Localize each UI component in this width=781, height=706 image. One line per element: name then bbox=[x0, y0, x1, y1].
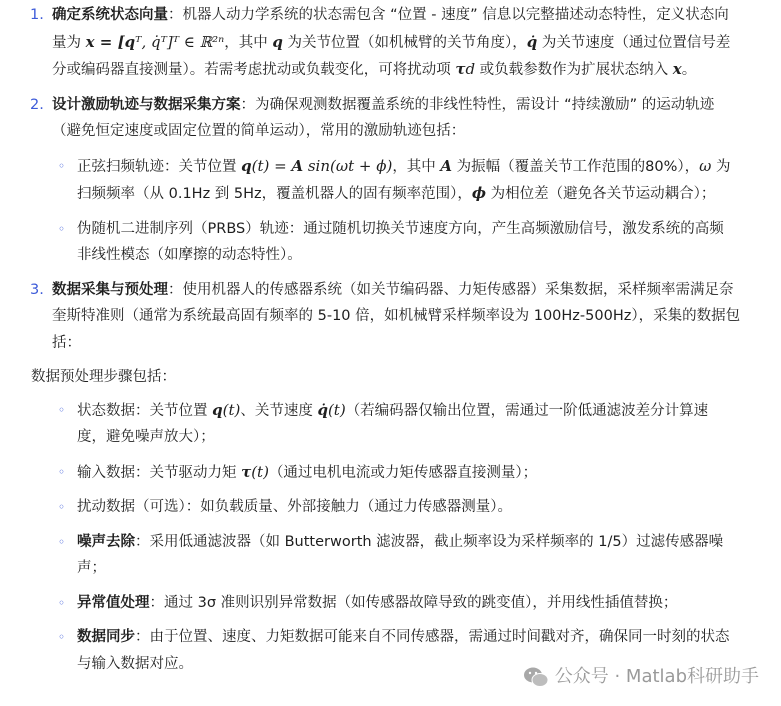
numbered-item bbox=[0, 92, 742, 145]
list-item bbox=[0, 529, 737, 582]
text-run: ：由于位置、速度、力矩数据可能来自不同传感器，需通过时间戳对齐，确保同一时刻的状态与输入数据对应。 bbox=[77, 629, 730, 672]
math-expr: x = [q bbox=[85, 32, 136, 51]
bullet-icon: ◦ bbox=[58, 158, 66, 173]
bold-term: 噪声去除 bbox=[77, 533, 135, 550]
math-expr: ω bbox=[699, 156, 712, 175]
text-run: ，其中 bbox=[224, 34, 273, 51]
text-run: 为振幅（覆盖关节工作范围的80%）， bbox=[452, 158, 700, 175]
math-expr: (t) = bbox=[251, 156, 292, 175]
text-run: 为关节速度（通过位置信号差分或编码器直接测量）。若需考虑扰动或负载变化，可将扰动项 bbox=[52, 34, 731, 78]
preprocessing-heading: 数据预处理步骤包括： bbox=[31, 369, 176, 385]
bold-term: 确定系统状态向量 bbox=[52, 7, 168, 23]
list-item bbox=[0, 153, 737, 208]
math-expr: sin(ωt + ϕ) bbox=[303, 156, 393, 175]
watermark bbox=[523, 664, 759, 691]
math-expr: q bbox=[212, 400, 223, 419]
text-run: ：使用机器人的传感器系统（如关节编码器、力矩传感器）采集数据，采样频率需满足奈奎斯特准则（通常为系统最高固有频率的 5-10 倍，如机械臂采样频率设为 100Hz-500Hz），采集的数据包括： bbox=[52, 281, 741, 351]
text-run: 为扫频频率（从 0.1Hz 到 5Hz，覆盖机器人的固有频率范围）， bbox=[77, 158, 731, 202]
math-expr: x bbox=[672, 60, 682, 78]
math-expr: q bbox=[272, 32, 283, 51]
bullet-icon: ◦ bbox=[58, 500, 66, 514]
math-expr: q bbox=[241, 156, 252, 175]
math-expr: q̇ bbox=[526, 32, 538, 51]
bold-term: 设计激励轨迹与数据采集方案 bbox=[52, 96, 241, 113]
text-run: 为关节位置（如机械臂的关节角度）， bbox=[282, 34, 527, 51]
text-run: 或负载参数作为扩展状态纳入 bbox=[475, 62, 673, 78]
item-number: 3. bbox=[30, 281, 44, 298]
sub-list bbox=[0, 153, 781, 269]
text-run: 。 bbox=[681, 62, 697, 78]
math-expr: q̇ bbox=[317, 400, 328, 419]
math-expr: (t) bbox=[327, 400, 346, 419]
watermark-text: 公众号 · Matlab科研助手 bbox=[554, 665, 759, 687]
list-item bbox=[0, 494, 737, 521]
bold-term: 数据同步 bbox=[77, 629, 135, 645]
bullet-icon: ◦ bbox=[58, 534, 66, 549]
item-number: 2. bbox=[30, 96, 44, 113]
list-item bbox=[0, 397, 737, 451]
list-item bbox=[0, 216, 737, 269]
document bbox=[0, 2, 781, 685]
item-number: 1. bbox=[30, 7, 44, 23]
text-run: 扰动数据（可选）：如负载质量、外部接触力（通过力传感器测量）。 bbox=[77, 499, 512, 515]
text-run: 状态数据：关节位置 bbox=[77, 402, 213, 419]
bullet-icon: ◦ bbox=[58, 595, 66, 610]
math-expr: d bbox=[465, 60, 476, 78]
math-expr: ᵀ, q̇ᵀ]ᵀ ∈ ℝ²ⁿ bbox=[135, 32, 225, 51]
bullet-icon: ◦ bbox=[58, 630, 66, 644]
text-run: ：采用低通滤波器（如 Butterworth 滤波器，截止频率设为采样频率的 1/5）过滤传感器噪声； bbox=[77, 533, 724, 576]
math-expr: τ bbox=[455, 60, 466, 78]
math-expr: A bbox=[440, 156, 453, 175]
wechat-icon bbox=[523, 666, 549, 688]
math-expr: ϕ bbox=[471, 184, 487, 202]
math-expr: (t) bbox=[251, 462, 269, 481]
list-item bbox=[0, 590, 737, 617]
text-run: （通过电机电流或力矩传感器直接测量）； bbox=[268, 464, 538, 481]
math-expr: τ bbox=[241, 462, 252, 481]
text-run: ，其中 bbox=[392, 158, 441, 175]
bullet-icon: ◦ bbox=[58, 402, 66, 417]
text-run: （若编码器仅输出位置，需通过一阶低通滤波差分计算速度，避免噪声放大）； bbox=[77, 402, 709, 445]
math-expr: (t) bbox=[222, 400, 241, 419]
bullet-icon: ◦ bbox=[58, 221, 66, 236]
bullet-icon: ◦ bbox=[58, 464, 66, 479]
bold-term: 数据采集与预处理 bbox=[52, 281, 168, 298]
text-run: ：机器人动力学系统的状态需包含 “位置 - 速度” 信息以完整描述动态特性，定义状态向量为 bbox=[52, 7, 729, 51]
text-run: ：通过 3σ 准则识别异常数据（如传感器故障导致的跳变值），并用线性插值替换； bbox=[149, 594, 678, 611]
math-expr: A bbox=[291, 156, 304, 175]
text-run: 输入数据：关节驱动力矩 bbox=[77, 464, 242, 481]
text-run: 为相位差（避免各关节运动耦合）； bbox=[486, 186, 716, 202]
numbered-item bbox=[0, 277, 742, 357]
numbered-item bbox=[0, 2, 742, 84]
numbered-list bbox=[0, 2, 781, 356]
list-item bbox=[0, 459, 737, 487]
text-run: 、关节速度 bbox=[240, 402, 318, 419]
text-run: ：为确保观测数据覆盖系统的非线性特性，需设计 “持续激励” 的运动轨迹（避免恒定速度或固定位置的简单运动），常用的激励轨迹包括： bbox=[52, 96, 715, 139]
text-run: 伪随机二进制序列（PRBS）轨迹：通过随机切换关节速度方向，产生高频激励信号，激发系统的高频非线性模态（如摩擦的动态特性）。 bbox=[77, 220, 724, 263]
text-run: 正弦扫频轨迹：关节位置 bbox=[77, 158, 242, 175]
preprocessing-list bbox=[0, 397, 781, 678]
bold-term: 异常值处理 bbox=[77, 594, 150, 611]
